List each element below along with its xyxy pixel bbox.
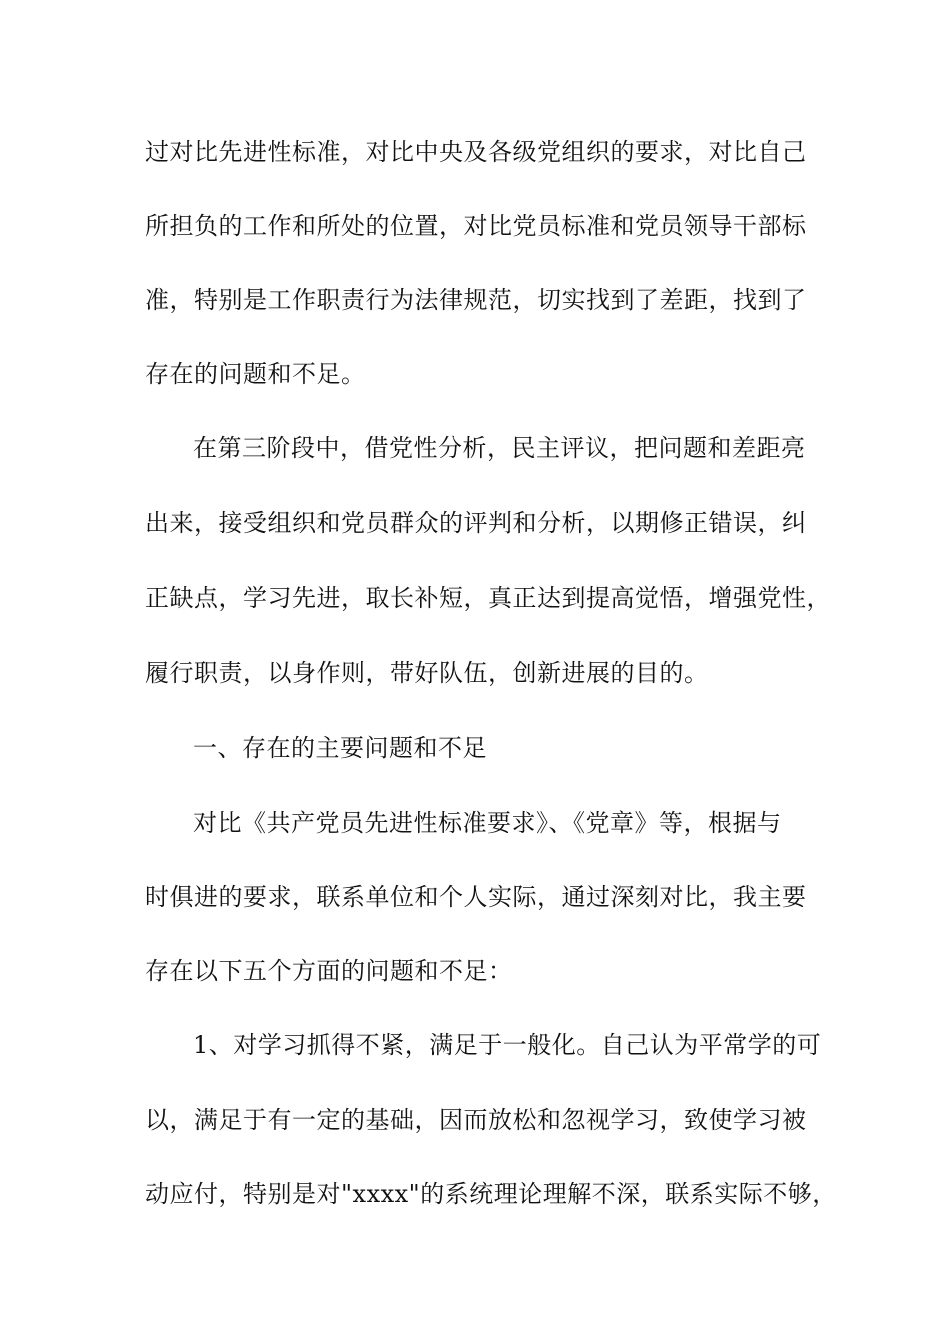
paragraph-first-line: 在第三阶段中，借党性分析，民主评议，把问题和差距亮: [193, 434, 806, 462]
paragraph-first-line: 对比《共产党员先进性标准要求》、《党章》等，根据与: [193, 809, 782, 837]
text-line: 时俱进的要求，联系单位和个人实际，通过深刻对比，我主要: [145, 883, 807, 911]
text-line: 存在的问题和不足。: [145, 360, 366, 388]
text-line: 所担负的工作和所处的位置，对比党员标准和党员领导干部标: [145, 212, 807, 240]
section-heading: 一、存在的主要问题和不足: [193, 734, 487, 762]
text-line: 以，满足于有一定的基础，因而放松和忽视学习，致使学习被: [145, 1106, 807, 1134]
text-line: 存在以下五个方面的问题和不足：: [145, 957, 513, 985]
text-line: 准，特别是工作职责行为法律规范，切实找到了差距，找到了: [145, 286, 807, 314]
paragraph-first-line: 1、对学习抓得不紧，满足于一般化。自己认为平常学的可: [193, 1031, 822, 1059]
text-line: 正缺点，学习先进，取长补短，真正达到提高觉悟，增强党性，: [145, 584, 831, 612]
text-line: 过对比先进性标准，对比中央及各级党组织的要求，对比自己: [145, 138, 807, 166]
text-line: 履行职责，以身作则，带好队伍，创新进展的目的。: [145, 659, 709, 687]
text-line: 出来，接受组织和党员群众的评判和分析，以期修正错误，纠: [145, 509, 807, 537]
text-line: 动应付，特别是对"xxxx"的系统理论理解不深，联系实际不够，: [145, 1180, 837, 1208]
